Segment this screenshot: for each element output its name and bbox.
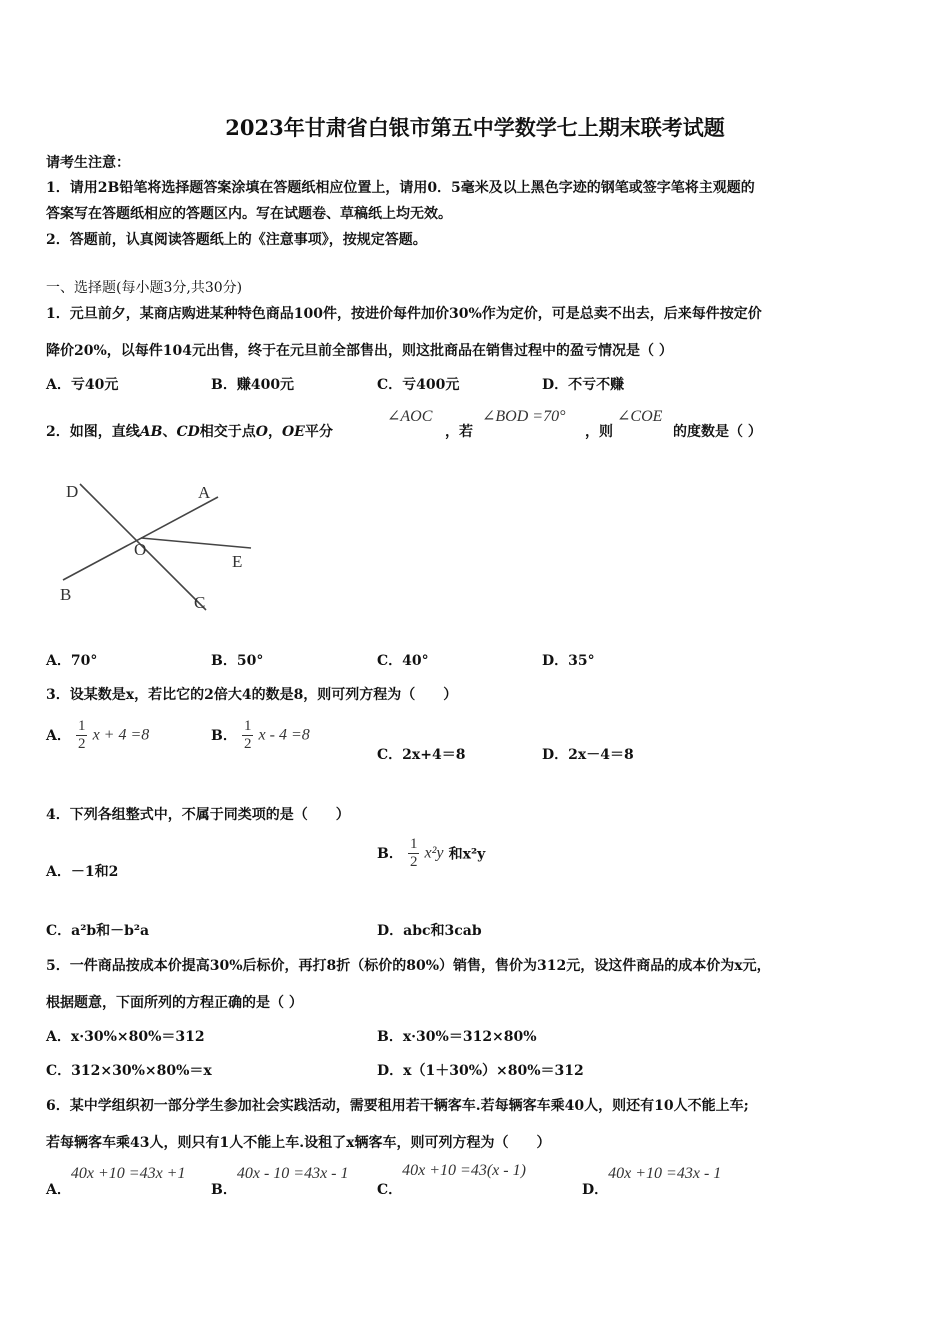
q4-b-fraction: [408, 836, 420, 871]
q6-a-label: A．: [46, 1182, 71, 1198]
q2-text-5: ，则: [585, 424, 613, 440]
q1-option-d[interactable]: D．不亏不赚: [542, 377, 625, 393]
q5-option-d[interactable]: D．x（1＋30%）×80%＝312: [377, 1063, 584, 1079]
q4-b-label: B．: [377, 846, 403, 862]
label-a: A: [198, 483, 211, 502]
label-c: C: [194, 593, 206, 612]
q3-option-c[interactable]: C．2x+4＝8: [377, 747, 466, 763]
q4-stem: 4．下列各组整式中，不属于同类项的是（ ）: [46, 807, 350, 823]
q6-option-a[interactable]: [46, 1165, 185, 1199]
notice-item-2: 2．答题前，认真阅读答题纸上的《注意事项》，按规定答题。: [46, 232, 427, 248]
q6-option-c[interactable]: [377, 1162, 526, 1199]
q2-sep: 、: [162, 424, 177, 440]
q2-option-b[interactable]: B．50°: [211, 653, 264, 669]
q2-stem: [46, 421, 333, 441]
label-o: O: [134, 540, 147, 559]
label-b: B: [60, 585, 72, 604]
q6-c-expr: 40x +10 =43(x - 1): [402, 1162, 526, 1179]
q5-option-c[interactable]: C．312×30%×80%＝x: [46, 1063, 212, 1079]
q3-option-d[interactable]: D．2x－4＝8: [542, 747, 634, 763]
q6-b-expr: 40x - 10 =43x - 1: [236, 1165, 349, 1182]
q6-stem: 6．某中学组织初一部分学生参加社会实践活动，需要租用若干辆客车.若每辆客车乘40人，则还有10人不能上车;: [46, 1098, 749, 1114]
q6-option-d[interactable]: [582, 1165, 721, 1199]
label-e: E: [232, 552, 243, 571]
q2-line-ab: AB: [139, 424, 163, 440]
q2-angle-coe: ∠COE: [617, 408, 663, 425]
q5-option-b[interactable]: B．x·30%＝312×80%: [377, 1029, 537, 1045]
q2-text-4: ，若: [445, 424, 473, 440]
q2-ray-oe: OE: [281, 424, 305, 440]
notice-item-1: 1．请用2B铅笔将选择题答案涂填在答题纸相应位置上，请用0．5毫米及以上黑色字迹的钢笔或签字笔将主观题的: [46, 180, 755, 196]
q3-b-fraction: [242, 718, 254, 753]
q6-d-label: D．: [582, 1182, 609, 1198]
q2-text-3: 平分: [304, 424, 333, 440]
q5-option-a[interactable]: A．x·30%×80%＝312: [46, 1029, 205, 1045]
q2-point-o: O: [255, 424, 268, 440]
q3-option-b[interactable]: [211, 718, 310, 753]
q3-b-label: B．: [211, 728, 237, 744]
q2-angle-aoc: ∠AOC: [387, 408, 433, 425]
q1-option-b[interactable]: B．赚400元: [211, 377, 295, 393]
q4-option-a[interactable]: A．－1和2: [46, 864, 119, 880]
q3-option-a[interactable]: [46, 718, 149, 753]
q2-option-a[interactable]: A．70°: [46, 653, 98, 669]
q3-a-label: A．: [46, 728, 71, 744]
label-d: D: [66, 482, 79, 501]
q5-stem-cont: 根据题意，下面所列的方程正确的是（ ）: [46, 995, 303, 1011]
q3-stem: 3．设某数是x，若比它的2倍大4的数是8，则可列方程为（ ）: [46, 687, 458, 703]
q3-a-expr: x + 4 =8: [92, 726, 150, 744]
q6-b-label: B．: [211, 1182, 237, 1198]
q1-stem-cont: 降价20%，以每件104元出售，终于在元旦前全部售出，则这批商品在销售过程中的盈亏情况是（ ）: [46, 343, 673, 359]
q2-text-2: 相交于点: [199, 424, 256, 440]
q6-stem-cont: 若每辆客车乘43人，则只有1人不能上车.设租了x辆客车，则可列方程为（ ）: [46, 1135, 551, 1151]
q4-option-b[interactable]: [377, 836, 485, 871]
page-title: 2023年甘肃省白银市第五中学数学七上期末联考试题: [225, 115, 725, 140]
line-ba: [63, 497, 218, 580]
q6-d-expr: 40x +10 =43x - 1: [608, 1165, 722, 1182]
q6-a-expr: 40x +10 =43x +1: [70, 1165, 186, 1182]
q2-comma: ，: [267, 424, 282, 440]
q2-text-1: 2．如图，直线: [46, 424, 140, 440]
q4-b-num: 1: [409, 836, 418, 852]
q6-option-b[interactable]: [211, 1165, 349, 1199]
q2-text-6: 的度数是（ ）: [673, 424, 762, 440]
q4-b-expr: x²y: [424, 844, 444, 862]
q4-b-rest: 和x²y: [448, 846, 486, 863]
q2-line-cd: CD: [176, 424, 200, 440]
q3-b-den: 2: [243, 736, 252, 752]
ray-oe: [141, 538, 251, 548]
q6-c-label: C．: [377, 1182, 403, 1198]
q2-figure: [46, 470, 276, 620]
section-heading: 一、选择题(每小题3分,共30分): [46, 280, 243, 296]
notice-heading: 请考生注意：: [46, 155, 130, 171]
q1-stem: 1．元旦前夕，某商店购进某种特色商品100件，按进价每件加价30%作为定价，可是总卖不出去，后来每件按定价: [46, 306, 762, 322]
q2-angle-bod: ∠BOD =70°: [482, 408, 566, 425]
q3-a-num: 1: [77, 718, 86, 734]
q2-option-c[interactable]: C．40°: [377, 653, 429, 669]
q1-option-a[interactable]: A．亏40元: [46, 377, 119, 393]
q3-a-fraction: [76, 718, 88, 753]
q3-b-expr: x - 4 =8: [258, 726, 310, 744]
q4-option-c[interactable]: C．a²b和－b²a: [46, 923, 150, 939]
q4-option-d[interactable]: D．abc和3cab: [377, 923, 482, 939]
q4-b-den: 2: [409, 854, 418, 870]
q3-b-num: 1: [243, 718, 252, 734]
q3-a-den: 2: [77, 736, 86, 752]
q5-stem: 5．一件商品按成本价提高30%后标价，再打8折（标价的80%）销售，售价为312元，设这件商品的成本价为x元，: [46, 958, 771, 974]
q2-option-d[interactable]: D．35°: [542, 653, 595, 669]
notice-item-1-cont: 答案写在答题纸相应的答题区内。写在试题卷、草稿纸上均无效。: [46, 206, 452, 222]
q1-option-c[interactable]: C．亏400元: [377, 377, 460, 393]
